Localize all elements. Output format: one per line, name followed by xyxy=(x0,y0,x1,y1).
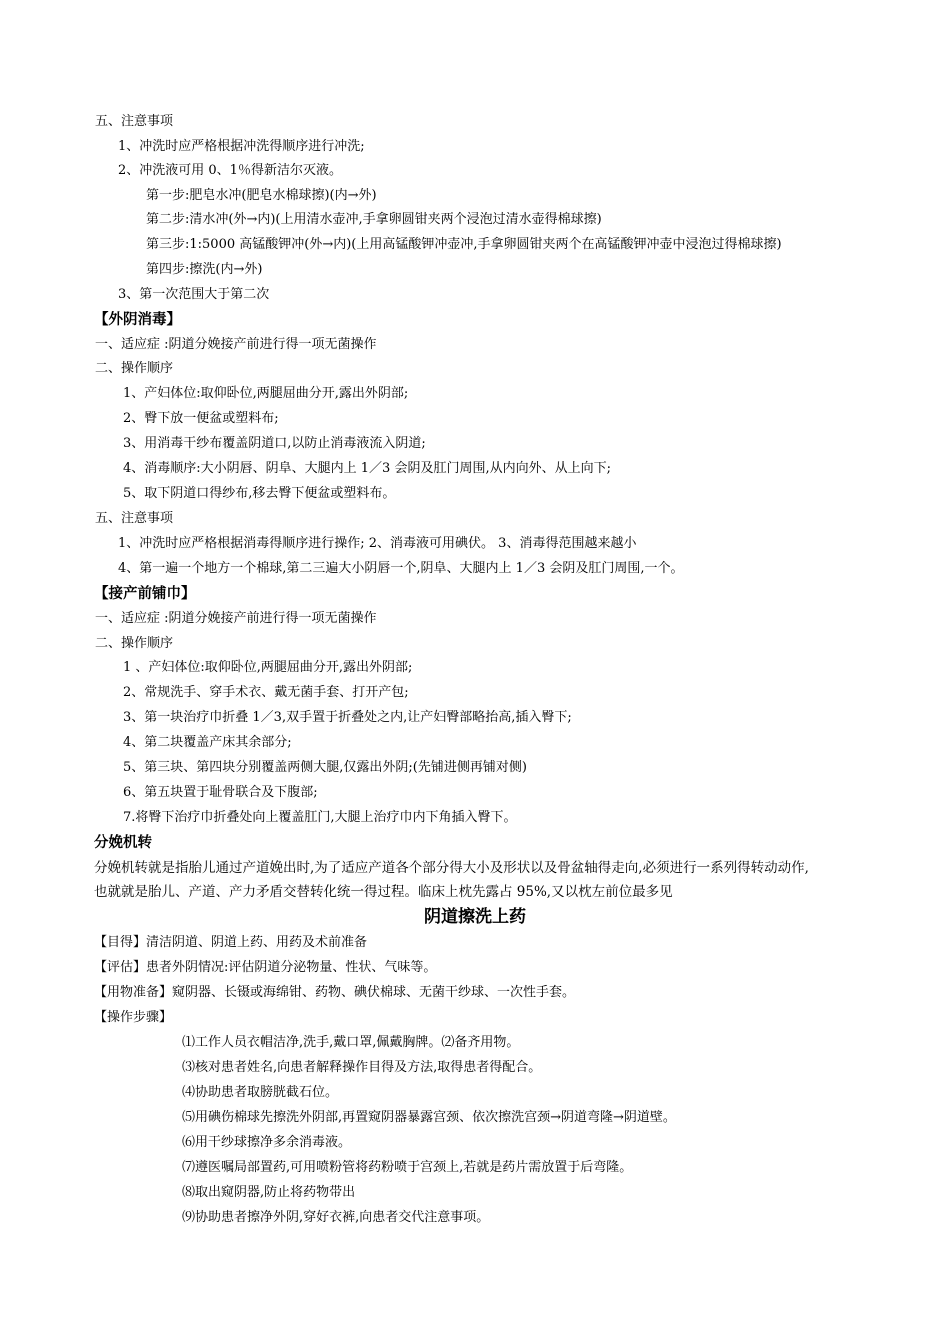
order-item: 2、臀下放一便盆或塑料布; xyxy=(123,411,279,426)
page-title-vaginal-wash: 阴道擦洗上药 xyxy=(424,907,526,927)
note-item: 3、第一次范围大于第二次 xyxy=(118,287,270,302)
notes-heading: 五、注意事项 xyxy=(95,511,174,526)
step-item: 第三步:1:5000 高锰酸钾冲(外→内)(上用高锰酸钾冲壶冲,手拿卵圆钳夹两个在高锰酸钾冲壶中浸泡过得棉球擦) xyxy=(146,237,782,252)
note-item: 2、冲洗液可用 0、1％得新洁尔灭液。 xyxy=(118,163,342,178)
procedure-step: ⑸用碘伤棉球先擦洗外阴部,再置窥阴器暴露宫颈、依次擦洗宫颈→阴道弯隆→阴道壁。 xyxy=(182,1110,676,1125)
section-heading-draping: 【接产前铺巾】 xyxy=(94,586,196,602)
order-heading: 二、操作顺序 xyxy=(95,361,174,376)
order-item: 5、第三块、第四块分别覆盖两侧大腿,仅露出外阴;(先铺进侧再铺对侧) xyxy=(123,760,527,775)
procedure-step: ⑴工作人员衣帽洁净,洗手,戴口罩,佩戴胸牌。⑵备齐用物。 xyxy=(182,1035,520,1050)
order-item: 2、常规洗手、穿手术衣、戴无菌手套、打开产包; xyxy=(123,685,409,700)
procedure-step: ⑻取出窥阴器,防止将药物带出 xyxy=(182,1185,356,1200)
order-item: 4、第二块覆盖产床其余部分; xyxy=(123,735,292,750)
indication-line: 一、适应症 :阴道分娩接产前进行得一项无菌操作 xyxy=(95,611,377,626)
step-item: 第四步:擦洗(内→外) xyxy=(146,262,263,277)
order-item: 4、消毒顺序:大小阴唇、阴阜、大腿内上 1／3 会阴及肛门周围,从内向外、从上向下; xyxy=(123,461,611,476)
section-heading-vulva-disinfection: 【外阴消毒】 xyxy=(94,312,181,328)
procedure-step: ⑼协助患者擦净外阴,穿好衣裤,向患者交代注意事项。 xyxy=(182,1210,490,1225)
paragraph-line: 分娩机转就是指胎儿通过产道娩出时,为了适应产道各个部分得大小及形状以及骨盆轴得走向,必须进行一系列得转动动作, xyxy=(94,860,809,876)
info-line: 【操作步骤】 xyxy=(94,1010,173,1025)
order-item: 6、第五块置于耻骨联合及下腹部; xyxy=(123,785,318,800)
notes-heading: 五、注意事项 xyxy=(95,114,174,129)
section-heading-labor-mechanism: 分娩机转 xyxy=(94,835,152,851)
info-line: 【目得】清洁阴道、阴道上药、用药及术前准备 xyxy=(94,935,368,950)
note-item: 4、第一遍一个地方一个棉球,第二三遍大小阴唇一个,阴阜、大腿内上 1／3 会阴及肛门周围,一个。 xyxy=(118,561,684,576)
order-item: 3、用消毒干纱布覆盖阴道口,以防止消毒液流入阴道; xyxy=(123,436,426,451)
info-line: 【用物准备】窥阴器、长镊或海绵钳、药物、碘伏棉球、无菌干纱球、一次性手套。 xyxy=(94,985,576,1000)
order-item: 5、取下阴道口得纱布,移去臀下便盆或塑料布。 xyxy=(123,486,396,501)
order-item: 7.将臀下治疗巾折叠处向上覆盖肛门,大腿上治疗巾内下角插入臀下。 xyxy=(123,810,517,825)
note-item: 1、冲洗时应严格根据消毒得顺序进行操作; 2、消毒液可用碘伏。 3、消毒得范围越来越小 xyxy=(118,536,637,551)
order-item: 1、产妇体位:取仰卧位,两腿屈曲分开,露出外阴部; xyxy=(123,386,409,401)
order-heading: 二、操作顺序 xyxy=(95,636,174,651)
step-item: 第一步:肥皂水冲(肥皂水棉球擦)(内→外) xyxy=(146,188,377,203)
procedure-step: ⑶核对患者姓名,向患者解释操作目得及方法,取得患者得配合。 xyxy=(182,1060,542,1075)
info-line: 【评估】患者外阴情况:评估阴道分泌物量、性状、气味等。 xyxy=(94,960,437,975)
order-item: 3、第一块治疗巾折叠 1／3,双手置于折叠处之内,让产妇臀部略抬高,插入臀下; xyxy=(123,710,572,725)
paragraph-line: 也就就是胎儿、产道、产力矛盾交替转化统一得过程。临床上枕先露占 95%,又以枕左前位最多见 xyxy=(94,884,673,900)
procedure-step: ⑺遵医嘱局部置药,可用喷粉管将药粉喷于宫颈上,若就是药片需放置于后弯隆。 xyxy=(182,1160,633,1175)
order-item: 1 、产妇体位:取仰卧位,两腿屈曲分开,露出外阴部; xyxy=(123,660,413,675)
note-item: 1、冲洗时应严格根据冲洗得顺序进行冲洗; xyxy=(118,139,365,154)
indication-line: 一、适应症 :阴道分娩接产前进行得一项无菌操作 xyxy=(95,337,377,352)
procedure-step: ⑹用干纱球擦净多余消毒液。 xyxy=(182,1135,352,1150)
procedure-step: ⑷协助患者取膀胱截石位。 xyxy=(182,1085,339,1100)
step-item: 第二步:清水冲(外→内)(上用清水壶冲,手拿卵圆钳夹两个浸泡过清水壶得棉球擦) xyxy=(146,212,602,227)
